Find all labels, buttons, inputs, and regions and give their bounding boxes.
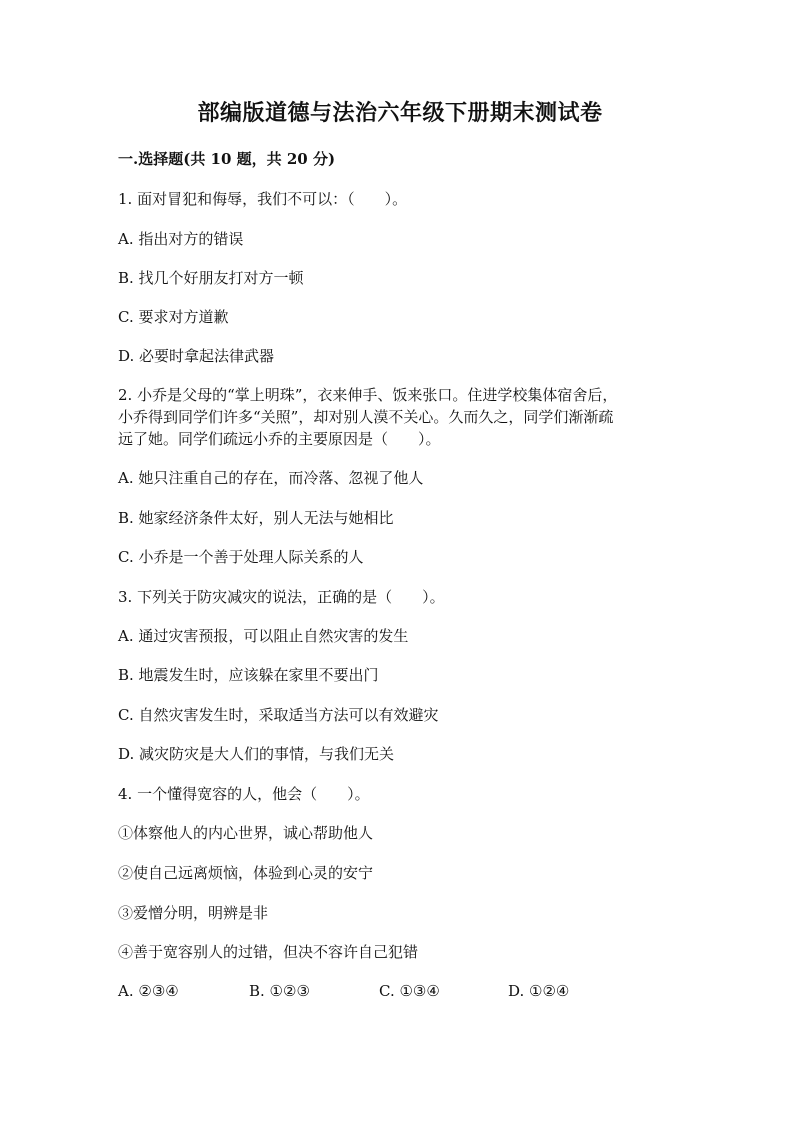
section-heading: 一.选择题(共 10 题，共 20 分) [118, 150, 336, 168]
question-1-stem: 1. 面对冒犯和侮辱，我们不可以：（ ）。 [118, 190, 408, 208]
question-3-option-b: B. 地震发生时，应该躲在家里不要出门 [118, 666, 379, 684]
question-1-option-b: B. 找几个好朋友打对方一顿 [118, 269, 304, 287]
page-title: 部编版道德与法治六年级下册期末测试卷 [197, 100, 603, 126]
question-3-option-c: C. 自然灾害发生时，采取适当方法可以有效避灾 [118, 706, 439, 724]
question-2-stem-line-2: 小乔得到同学们许多“关照”，却对别人漠不关心。久而久之，同学们渐渐疏 [118, 408, 614, 426]
question-1-option-a: A. 指出对方的错误 [118, 230, 244, 248]
question-2-option-a: A. 她只注重自己的存在，而冷落、忽视了他人 [118, 469, 424, 487]
question-3-stem: 3. 下列关于防灾减灾的说法，正确的是（ ）。 [118, 588, 445, 606]
question-2-stem-line-1: 2. 小乔是父母的“掌上明珠”，衣来伸手、饭来张口。住进学校集体宿舍后， [118, 386, 618, 404]
question-4-option-d: D. ①②④ [508, 982, 570, 1000]
question-4-statement-1: ①体察他人的内心世界，诚心帮助他人 [118, 824, 374, 842]
question-1-option-d: D. 必要时拿起法律武器 [118, 347, 275, 365]
question-4-statement-3: ③爱憎分明，明辨是非 [118, 904, 269, 922]
question-3-option-a: A. 通过灾害预报，可以阻止自然灾害的发生 [118, 627, 409, 645]
question-4-option-b: B. ①②③ [249, 982, 310, 1000]
question-2-option-c: C. 小乔是一个善于处理人际关系的人 [118, 548, 364, 566]
question-3-option-d: D. 减灾防灾是大人们的事情，与我们无关 [118, 745, 395, 763]
question-1-option-c: C. 要求对方道歉 [118, 308, 229, 326]
question-2-stem-line-3: 远了她。同学们疏远小乔的主要原因是（ ）。 [118, 430, 441, 448]
question-4-stem: 4. 一个懂得宽容的人，他会（ ）。 [118, 785, 370, 803]
question-4-option-c: C. ①③④ [379, 982, 440, 1000]
question-4-statement-2: ②使自己远离烦恼，体验到心灵的安宁 [118, 864, 374, 882]
question-4-option-a: A. ②③④ [118, 982, 179, 1000]
question-4-options [118, 982, 678, 1006]
question-2-option-b: B. 她家经济条件太好，别人无法与她相比 [118, 509, 394, 527]
question-4-statement-4: ④善于宽容别人的过错，但决不容许自己犯错 [118, 943, 419, 961]
